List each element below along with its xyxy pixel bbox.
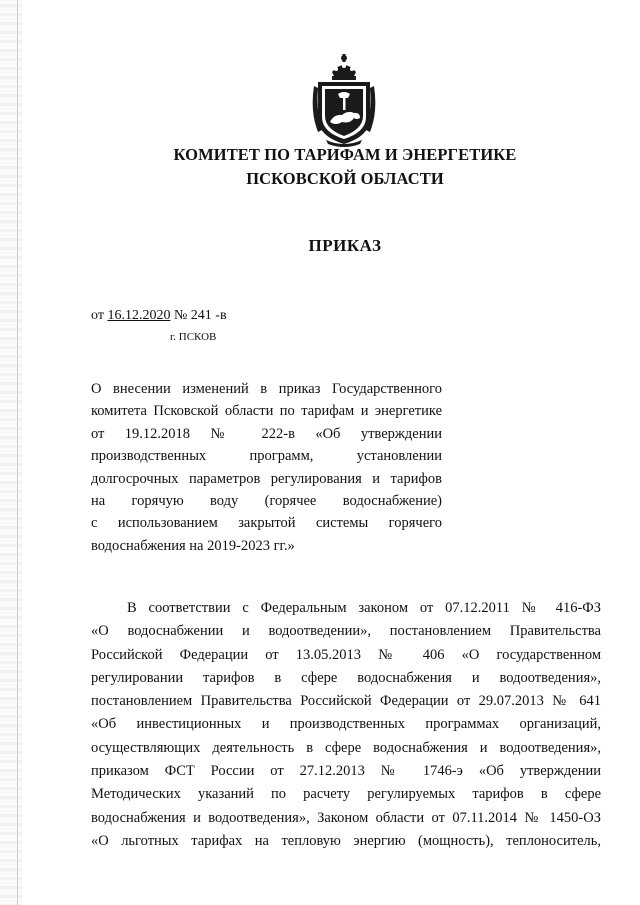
subject-line: комитета Псковской области по тарифам и энергетике	[91, 403, 442, 420]
body-line: Методических указаний по расчету регулируемых тарифов в сфере	[91, 786, 601, 803]
coat-of-arms-emblem-icon	[304, 52, 384, 148]
body-line: «О водоснабжении и водоотведении», постановлением Правительства	[91, 623, 601, 640]
document-subject	[91, 378, 442, 557]
body-line: регулировании тарифов в сфере водоснабжения и водоотведения»,	[91, 669, 601, 686]
subject-line: производственных программ, установлении	[91, 448, 442, 465]
organization-title-line1: КОМИТЕТ ПО ТАРИФАМ И ЭНЕРГЕТИКЕ	[173, 145, 517, 164]
body-line: постановлением Правительства Российской Федерации от 29.07.2013 № 641	[91, 693, 601, 710]
document-number: 241 -в	[190, 308, 227, 323]
document-date-number	[91, 308, 227, 324]
scan-edge-line	[17, 0, 18, 905]
document-type-heading: ПРИКАЗ	[308, 236, 382, 255]
organization-title	[120, 143, 570, 191]
document-date: 16.12.2020	[107, 308, 171, 323]
subject-line: на горячую воду (горячее водоснабжение)	[91, 493, 442, 510]
body-line: «Об инвестиционных и производственных программах организаций,	[91, 716, 601, 733]
body-line: Российской Федерации от 13.05.2013 № 406 «О государственном	[91, 646, 601, 663]
date-prefix: от	[91, 308, 104, 323]
subject-line: долгосрочных параметров регулирования и тарифов	[91, 470, 442, 487]
subject-line: с использованием закрытой системы горячего	[91, 515, 442, 532]
body-line: «О льготных тарифах на тепловую энергию (мощность), теплоноситель,	[91, 832, 601, 849]
body-line: осуществляющих деятельность в сфере водоснабжения и водоотведения»,	[91, 739, 601, 756]
subject-line: водоснабжения на 2019-2023 гг.»	[91, 537, 295, 554]
document-body	[91, 597, 601, 853]
number-prefix: №	[173, 308, 188, 323]
document-city: г. ПСКОВ	[170, 331, 217, 343]
subject-line: от 19.12.2018 № 222-в «Об утверждении	[91, 425, 442, 442]
body-line: водоснабжения и водоотведения», Законом области от 07.11.2014 № 1450-ОЗ	[91, 809, 601, 826]
body-line: приказом ФСТ России от 27.12.2013 № 1746-э «Об утверждении	[91, 763, 601, 780]
organization-title-line2: ПСКОВСКОЙ ОБЛАСТИ	[246, 169, 444, 188]
subject-line: О внесении изменений в приказ Государственного	[91, 381, 442, 397]
scan-edge-artifact	[0, 0, 22, 905]
body-line: В соответствии с Федеральным законом от 07.12.2011 № 416-ФЗ	[127, 600, 601, 616]
